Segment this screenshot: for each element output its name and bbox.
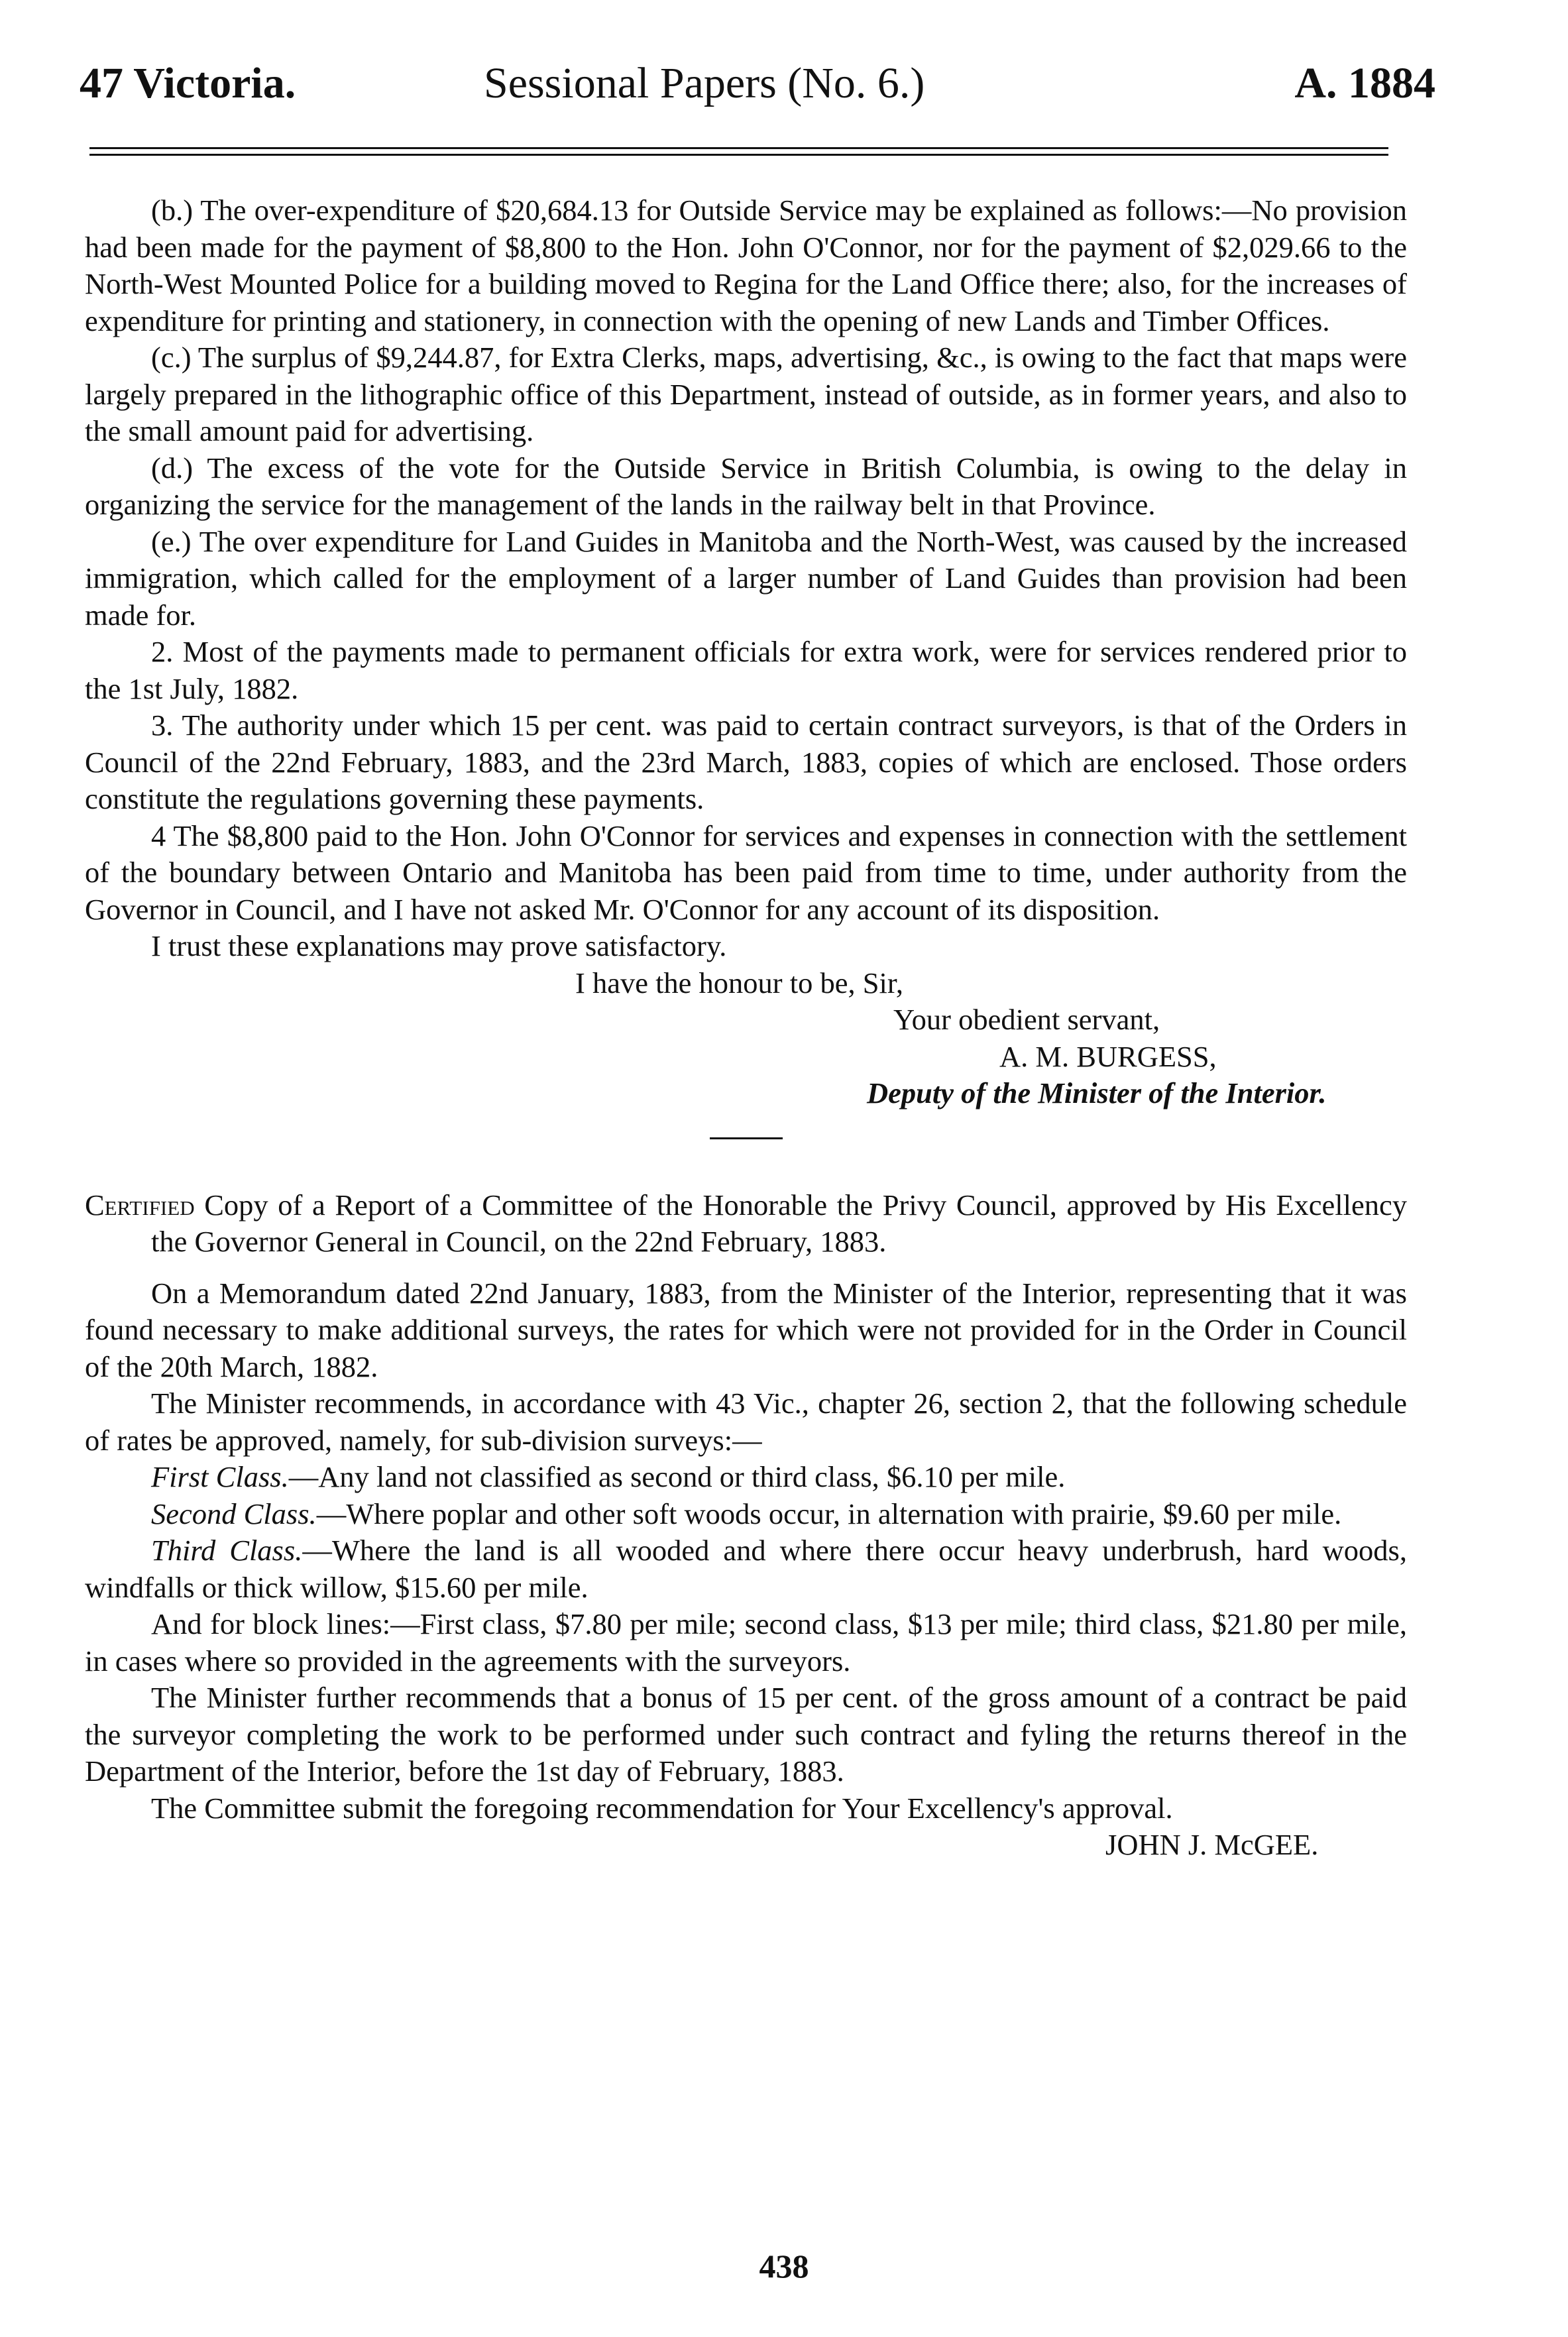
header-title: Sessional Papers (No. 6.) bbox=[484, 59, 925, 107]
header-year: A. 1884 bbox=[1294, 59, 1435, 107]
paragraph-2: 2. Most of the payments made to permanent officials for extra work, were for services rendered prior to the 1st July, 1882. bbox=[85, 635, 1407, 705]
rate-second-class-text: —Where poplar and other soft woods occur, in alternation with prairie, $9.60 per mile. bbox=[316, 1497, 1342, 1530]
rate-second-class-label: Second Class. bbox=[151, 1497, 317, 1530]
paragraph-c: (c.) The surplus of $9,244.87, for Extra Clerks, maps, advertising, &c., is owing to the fact that maps were largely prepared in the lithographic office of this Department, instead of outside, as in former years, and also to the small amount paid for advertising. bbox=[85, 341, 1407, 447]
certified-label: Certified bbox=[85, 1188, 195, 1222]
running-header bbox=[80, 58, 1435, 111]
paragraph-e: (e.) The over expenditure for Land Guides in Manitoba and the North-West, was caused by the increased immigration, which called for the employment of a larger number of Land Guides than provision had been made for. bbox=[85, 524, 1407, 632]
closing-servant: Your obedient servant, bbox=[893, 1003, 1160, 1036]
memorandum-paragraph: On a Memorandum dated 22nd January, 1883, from the Minister of the Interior, representing that it was found necessary to make additional surveys, the rates for which were not provided for in the Order in Council of the 20th March, 1882. bbox=[85, 1276, 1407, 1383]
section-divider bbox=[710, 1137, 783, 1139]
closing-trust: I trust these explanations may prove satisfactory. bbox=[151, 929, 727, 962]
signatory-name: A. M. BURGESS, bbox=[999, 1039, 1217, 1073]
rate-second-class bbox=[85, 1496, 1407, 1533]
submission-paragraph: The Committee submit the foregoing recommendation for Your Excellency's approval. bbox=[151, 1791, 1173, 1825]
rate-third-class bbox=[85, 1532, 1407, 1606]
block-lines-paragraph: And for block lines:—First class, $7.80 per mile; second class, $13 per mile; third class, $21.80 per mile, in cases where so provided in the agreements with the surveyors. bbox=[85, 1607, 1407, 1678]
rate-first-class-label: First Class. bbox=[151, 1460, 289, 1493]
paragraph-d: (d.) The excess of the vote for the Outside Service in British Columbia, is owing to the delay in organizing the service for the management of the lands in the railway belt in that Province. bbox=[85, 451, 1407, 521]
bonus-paragraph: The Minister further recommends that a bonus of 15 per cent. of the gross amount of a contract be paid the surveyor completing the work to be performed under such contract and fyling the returns thereof in the Department of the Interior, before the 1st day of February, 1883. bbox=[85, 1681, 1407, 1788]
recommendation-paragraph: The Minister recommends, in accordance with 43 Vic., chapter 26, section 2, that the following schedule of rates be approved, namely, for sub-division surveys:— bbox=[85, 1387, 1407, 1457]
spacer bbox=[85, 1261, 1407, 1275]
paragraph-b: (b.) The over-expenditure of $20,684.13 for Outside Service may be explained as follows:—No provision had been made for the payment of $8,800 to the Hon. John O'Connor, nor for the payment of $2,029.66 to the North-West Mounted Police for a building moved to Regina for the Land Office there; also, for the increases of expenditure for printing and stationery, in connection with the opening of new Lands and Timber Offices. bbox=[85, 194, 1407, 337]
closing-honour: I have the honour to be, Sir, bbox=[575, 966, 904, 999]
rate-third-class-text: —Where the land is all wooded and where there occur heavy underbrush, hard woods, windfalls or thick willow, $15.60 per mile. bbox=[85, 1534, 1407, 1604]
header-session: 47 Victoria. bbox=[80, 59, 296, 107]
page-number: 438 bbox=[759, 2248, 809, 2285]
paragraph-3: 3. The authority under which 15 per cent. was paid to certain contract surveyors, is that of the Orders in Council of the 22nd February, 1883, and the 23rd March, 1883, copies of which are enclosed. Those orders constitute the regulations governing these payments. bbox=[85, 709, 1407, 815]
clerk-signature: JOHN J. McGEE. bbox=[1105, 1828, 1319, 1861]
rate-first-class bbox=[85, 1459, 1407, 1496]
paragraph-4: 4 The $8,800 paid to the Hon. John O'Connor for services and expenses in connection with the settlement of the boundary between Ontario and Manitoba has been paid from time to time, under authority from the Governor in Council, and I have not asked Mr. O'Connor for any account of its disposition. bbox=[85, 819, 1407, 926]
body-text bbox=[85, 192, 1407, 1864]
certified-heading bbox=[85, 1187, 1407, 1261]
signatory-title: Deputy of the Minister of the Interior. bbox=[867, 1076, 1327, 1110]
rate-first-class-text: —Any land not classified as second or third class, $6.10 per mile. bbox=[288, 1460, 1066, 1493]
header-rule-bottom bbox=[89, 154, 1388, 156]
header-rule-top bbox=[89, 147, 1388, 149]
certified-text: Copy of a Report of a Committee of the Honorable the Privy Council, approved by His Excellency the Governor General in Council, on the 22nd February, 1883. bbox=[151, 1188, 1407, 1258]
rate-third-class-label: Third Class. bbox=[151, 1534, 303, 1567]
